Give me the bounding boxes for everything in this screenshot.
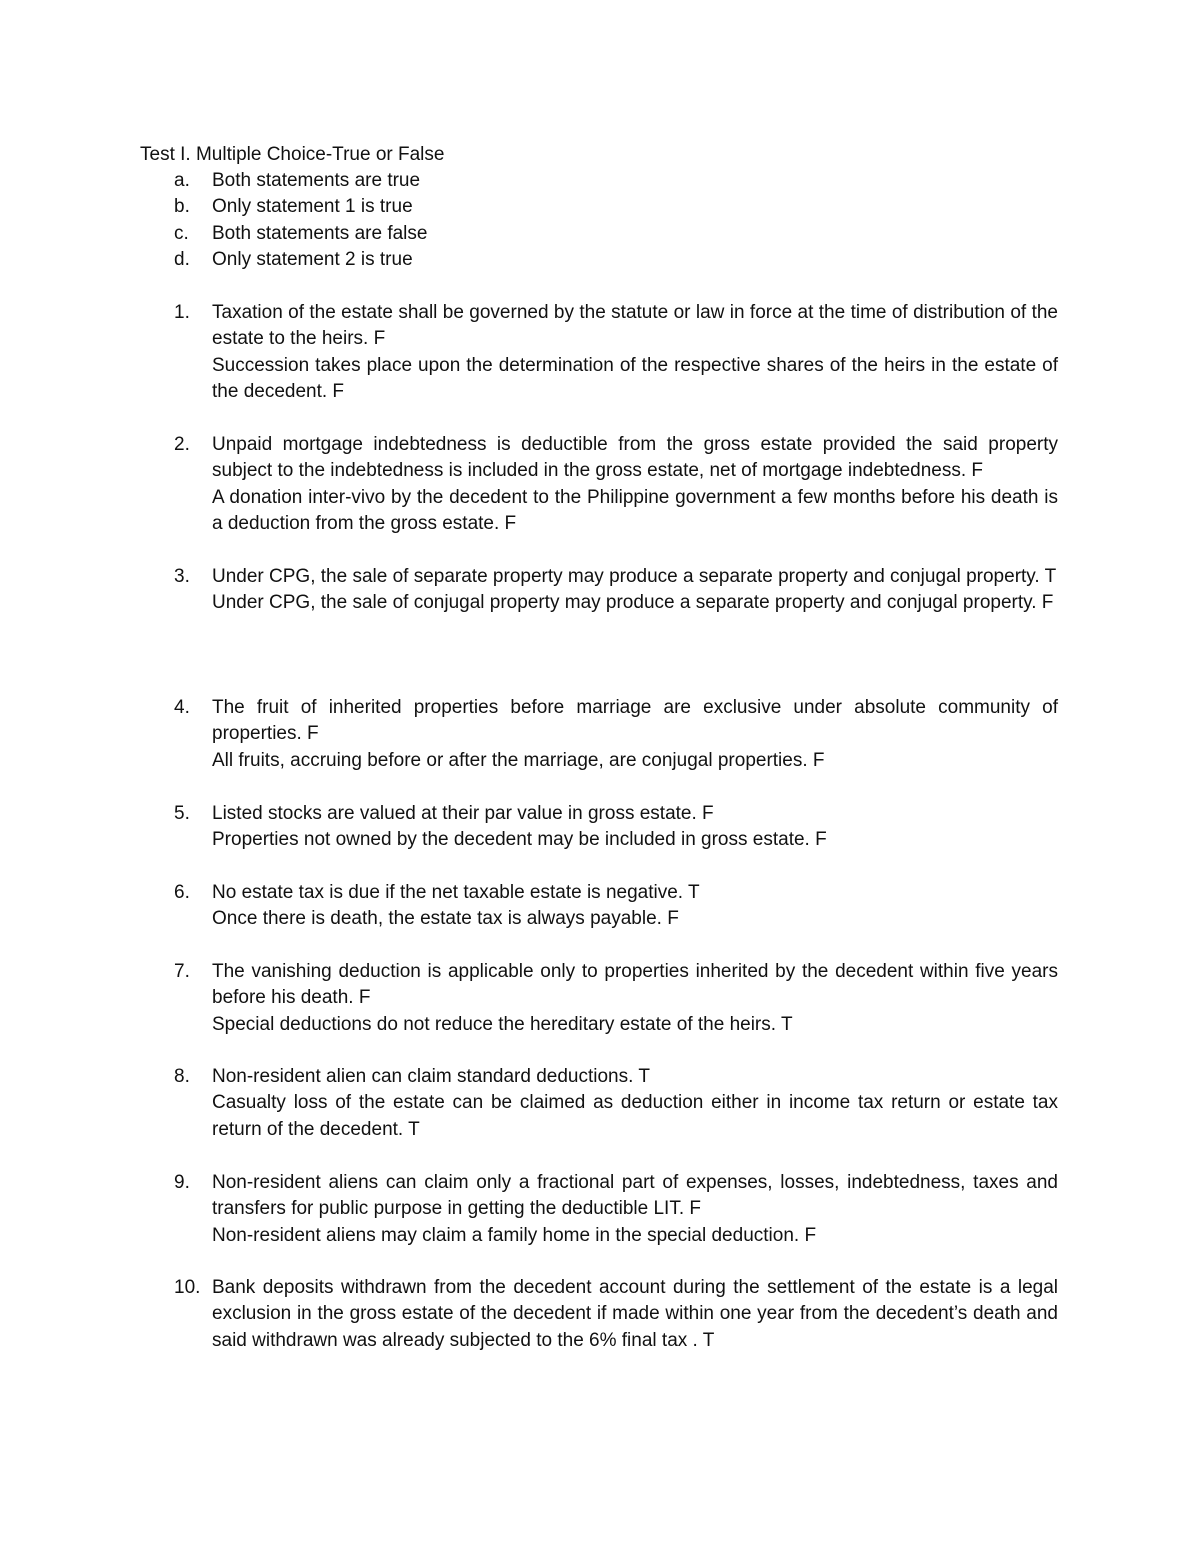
test-title: Test I. Multiple Choice-True or False [140,144,445,165]
statement-2: Casualty loss of the estate can be claimed as deduction either in income tax return or estate tax return of the decedent. T [212,1092,1058,1140]
question-number: 9. [174,1172,190,1193]
statement-1: Non-resident alien can claim standard deductions. T [212,1066,650,1087]
question-body [212,801,1058,854]
choice-letter: a. [174,170,190,191]
statement-2: Once there is death, the estate tax is always payable. F [212,908,679,930]
statement-2: Non-resident aliens may claim a family home in the special deduction. F [212,1224,817,1246]
question-number: 5. [174,803,190,824]
statement-1: Listed stocks are valued at their par value in gross estate. F [212,803,714,824]
statement-1: No estate tax is due if the net taxable estate is negative. T [212,882,700,903]
question-body [212,959,1058,1038]
statement-2: A donation inter-vivo by the decedent to the Philippine government a few months before his death is a deduction from the gross estate. F [212,486,1058,535]
question-body [212,880,1058,933]
choice-b [140,194,1040,220]
statement-1: Under CPG, the sale of separate property may produce a separate property and conjugal property. T [212,566,1057,587]
statement-2: Succession takes place upon the determination of the respective shares of the heirs in the estate of the decedent. F [212,354,1058,403]
statement-1: Bank deposits withdrawn from the decedent account during the settlement of the estate is a legal exclusion in the gross estate of the decedent if made within one year from the decedent’s death and said withdrawn was already subjected to the 6% final tax . T [212,1277,1058,1351]
choice-d [140,247,1040,273]
question-number: 2. [174,434,190,455]
question-number: 1. [174,302,190,323]
answer-choices-list [140,168,1040,274]
choice-text: Both statements are true [212,170,421,191]
question-number: 7. [174,961,190,982]
choice-text: Only statement 1 is true [212,196,413,218]
statement-2: Special deductions do not reduce the hereditary estate of the heirs. T [212,1013,793,1035]
statement-2: Properties not owned by the decedent may be included in gross estate. F [212,829,827,851]
statement-2: Under CPG, the sale of conjugal property may produce a separate property and conjugal property. F [212,592,1054,614]
question-body [212,432,1058,538]
question-number: 10. [174,1277,201,1298]
question-number: 4. [174,697,190,718]
statement-1: Unpaid mortgage indebtedness is deductible from the gross estate provided the said property subject to the indebtedness is included in the gross estate, net of mortgage indebtedness. F [212,434,1058,482]
choice-letter: c. [174,222,189,244]
choice-c [140,221,1040,247]
question-number: 8. [174,1066,190,1087]
question-number: 6. [174,882,190,903]
statement-1: Non-resident aliens can claim only a fractional part of expenses, losses, indebtedness, taxes and transfers for public purpose in getting the deductible LIT. F [212,1172,1058,1220]
statement-2: All fruits, accruing before or after the marriage, are conjugal properties. F [212,749,825,771]
question-body [212,1064,1058,1143]
statement-1: The fruit of inherited properties before marriage are exclusive under absolute community of properties. F [212,697,1058,745]
question-number: 3. [174,566,190,587]
question-body [212,1275,1058,1354]
choice-text: Both statements are false [212,222,428,244]
choice-text: Only statement 2 is true [212,249,413,271]
choice-letter: b. [174,196,190,218]
choice-letter: d. [174,249,190,271]
statement-1: Taxation of the estate shall be governed by the statute or law in force at the time of distribution of the estate to the heirs. F [212,302,1058,350]
question-body [212,1170,1058,1249]
question-body [212,300,1058,406]
question-body [212,564,1058,617]
question-body [212,695,1058,774]
statement-1: The vanishing deduction is applicable only to properties inherited by the decedent within five years before his death. F [212,961,1058,1009]
choice-a [140,168,1040,194]
